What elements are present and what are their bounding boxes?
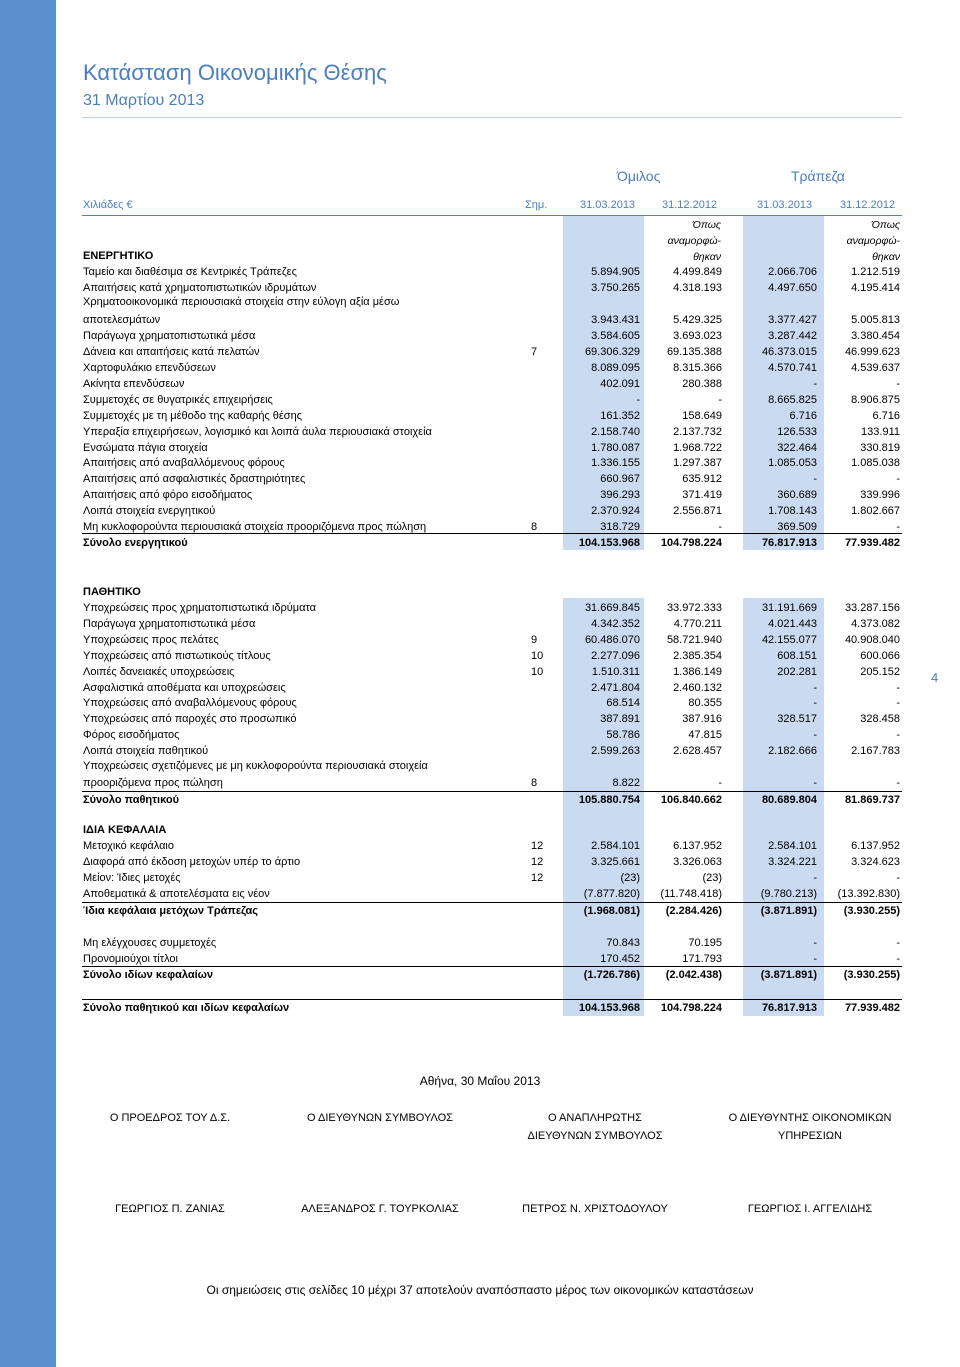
cell-c4: 5.005.813 <box>851 313 900 326</box>
row-label: Διαφορά από έκδοση μετοχών υπέρ το άρτιο <box>83 855 301 868</box>
table-row <box>83 743 901 759</box>
cell-c3: 8.665.825 <box>768 393 817 406</box>
cell-note: 7 <box>531 345 538 358</box>
cell-c2: 104.798.224 <box>660 537 722 549</box>
signatory-4-name: ΓΕΩΡΓΙΟΣ Ι. ΑΓΓΕΛΙΔΗΣ <box>747 1203 873 1215</box>
table-row <box>83 951 901 967</box>
cell-c1: 8.822 <box>612 777 640 789</box>
cell-c3: 3.324.221 <box>768 855 817 868</box>
signatory-title: Ο ΔΙΕΥΘΥΝΩΝ ΣΥΜΒΟΥΛΟΣ <box>306 1112 453 1124</box>
column-header-row <box>0 199 960 215</box>
cell-c4: 4.195.414 <box>851 281 900 294</box>
cell-c2: 6.137.952 <box>673 840 722 852</box>
row-label: Υποχρεώσεις προς πελάτες <box>83 633 219 646</box>
cell-c4: 4.539.637 <box>851 361 900 374</box>
cell-c2: - <box>718 521 722 534</box>
cell-c1: (1.968.081) <box>583 905 640 917</box>
row-label: Απαιτήσεις από ασφαλιστικές δραστηριότητες <box>83 473 306 486</box>
cell-note: 10 <box>531 665 544 678</box>
cell-c3: 80.689.804 <box>761 794 817 806</box>
cell-c1: (23) <box>620 871 640 884</box>
cell-c3: 76.817.913 <box>761 537 817 549</box>
cell-c2: (23) <box>702 871 722 884</box>
table-row <box>83 360 901 376</box>
cell-c4: 1.802.667 <box>851 505 900 518</box>
note-column-header: Σημ. <box>525 199 548 211</box>
cell-c2: 280.388 <box>682 377 722 390</box>
row-label: Λοιπά στοιχεία παθητικού <box>83 745 209 758</box>
equity-heading: ΙΔΙΑ ΚΕΦΑΛΑΙΑ <box>83 824 167 836</box>
cell-c2: 4.499.849 <box>673 266 722 278</box>
cell-c3: 31.191.669 <box>761 602 817 614</box>
row-label: Υποχρεώσεις από παροχές στο προσωπικό <box>83 713 297 726</box>
cell-note: 12 <box>531 855 544 868</box>
cell-c4: 40.908.040 <box>844 633 900 646</box>
cell-c4: 205.152 <box>860 665 900 678</box>
cell-c2: 1.386.149 <box>673 665 722 678</box>
table-row <box>83 695 901 711</box>
row-label: Ταμείο και διαθέσιμα σε Κεντρικές Τράπεζες <box>83 266 297 278</box>
table-row <box>83 455 901 471</box>
row-label: Απαιτήσεις από αναβαλλόμενους φόρους <box>83 457 285 470</box>
cell-c2: 47.815 <box>688 729 722 742</box>
cell-note: 9 <box>531 633 538 646</box>
table-row <box>83 264 901 280</box>
cell-c2: 70.195 <box>688 937 722 949</box>
table-row <box>83 312 901 328</box>
cell-c2: 3.693.023 <box>673 329 722 342</box>
cell-c1: 1.336.155 <box>591 457 640 470</box>
cell-c3: 2.584.101 <box>768 840 817 852</box>
cell-c4: (13.392.830) <box>837 887 900 900</box>
cell-c2: 2.460.132 <box>673 681 722 694</box>
cell-c1: 8.089.095 <box>591 361 640 374</box>
cell-c4: - <box>896 937 900 949</box>
cell-c2: 371.419 <box>682 489 722 502</box>
row-label: Απαιτήσεις κατά χρηματοπιστωτικών ιδρυμάτων <box>83 281 317 294</box>
cell-c1: 2.471.804 <box>591 681 640 694</box>
cell-c4: 1.212.519 <box>851 266 900 278</box>
table-row <box>83 935 901 951</box>
cell-c3: 1.708.143 <box>768 505 817 518</box>
cell-c4: (3.930.255) <box>843 905 900 917</box>
cell-c4: (3.930.255) <box>843 969 900 981</box>
table-row <box>83 440 901 456</box>
table-row <box>83 600 901 616</box>
cell-c2: 69.135.388 <box>666 345 722 358</box>
signatory-4 <box>710 1109 910 1145</box>
restated-line: Όπως <box>692 219 721 231</box>
cell-c1: 161.352 <box>600 409 640 422</box>
cell-c1: 1.780.087 <box>591 441 640 454</box>
cell-c2: 33.972.333 <box>666 602 722 614</box>
table-row <box>83 392 901 408</box>
shareholders-equity-row <box>83 903 901 919</box>
cell-c4: 2.167.783 <box>851 745 900 758</box>
cell-c4: 133.911 <box>861 425 900 438</box>
page-title: Κατάσταση Οικονομικής Θέσης <box>83 60 387 85</box>
cell-c3: 4.021.443 <box>768 617 817 630</box>
cell-c1: 660.967 <box>600 473 640 486</box>
table-row <box>83 408 901 424</box>
cell-c3: - <box>813 937 817 949</box>
signatory-title: ΔΙΕΥΘΥΝΩΝ ΣΥΜΒΟΥΛΟΣ <box>527 1130 663 1142</box>
cell-c4: 339.996 <box>860 489 900 502</box>
row-label: Σύνολο παθητικού <box>83 794 179 806</box>
row-label: Σύνολο παθητικού και ιδίων κεφαλαίων <box>83 1002 290 1014</box>
cell-c4: 33.287.156 <box>844 602 900 614</box>
cell-c4: 1.085.038 <box>851 457 900 470</box>
equity-total-row <box>83 967 901 983</box>
liabilities-heading: ΠΑΘΗΤΙΚΟ <box>83 586 141 598</box>
cell-c2: (2.284.426) <box>665 905 722 917</box>
cell-c2: 635.912 <box>682 473 722 486</box>
cell-c3: 369.509 <box>777 521 817 534</box>
cell-c1: 2.599.263 <box>591 745 640 758</box>
cell-c1: 60.486.070 <box>584 633 640 646</box>
cell-c4: - <box>896 729 900 742</box>
cell-c3: - <box>813 777 817 789</box>
table-row <box>83 886 901 902</box>
cell-c1: 3.750.265 <box>591 281 640 294</box>
cell-c4: 6.137.952 <box>851 840 900 852</box>
cell-c4: 6.716 <box>872 409 900 422</box>
assets-total-rule <box>82 533 902 534</box>
row-label: Μετοχικό κεφάλαιο <box>83 840 174 852</box>
cell-c1: 68.514 <box>606 697 640 710</box>
row-label: Ίδια κεφάλαια μετόχων Τράπεζας <box>83 905 258 917</box>
cell-c2: 8.315.366 <box>673 361 722 374</box>
signatory-3 <box>500 1109 690 1145</box>
cell-c1: 5.894.905 <box>591 266 640 278</box>
row-label: Μη κυκλοφορούντα περιουσιακά στοιχεία προοριζόμενα προς πώληση <box>83 521 427 534</box>
row-label: Παράγωγα χρηματοπιστωτικά μέσα <box>83 617 256 630</box>
cell-c4: 330.819 <box>860 441 900 454</box>
cell-c3: 3.377.427 <box>768 313 817 326</box>
cell-c3: - <box>813 729 817 742</box>
table-row <box>83 503 901 519</box>
signatory-title: Ο ΠΡΟΕΔΡΟΣ ΤΟΥ Δ.Σ. <box>109 1112 231 1124</box>
row-label: Λοιπές δανειακές υποχρεώσεις <box>83 665 235 678</box>
cell-c1: 2.158.740 <box>591 425 640 438</box>
signatory-title <box>95 1127 245 1145</box>
cell-c1: - <box>636 393 640 406</box>
cell-c3: (9.780.213) <box>760 887 817 900</box>
restated-line: θηκαν <box>693 251 721 263</box>
cell-c1: 3.325.661 <box>591 855 640 868</box>
restated-line: αναμορφώ- <box>846 235 900 247</box>
cell-c4: 8.906.875 <box>851 393 900 406</box>
signatory-title <box>285 1127 475 1145</box>
cell-c3: 322.464 <box>777 441 817 454</box>
cell-c2: 58.721.940 <box>666 633 722 646</box>
restated-line: αναμορφώ- <box>667 235 721 247</box>
row-label: Προνομιούχοι τίτλοι <box>83 952 178 965</box>
cell-c1: 58.786 <box>606 729 640 742</box>
table-row <box>83 727 901 743</box>
cell-c1: 2.584.101 <box>591 840 640 852</box>
cell-note: 8 <box>531 777 538 789</box>
cell-c1: 318.729 <box>600 521 640 534</box>
cell-c2: 80.355 <box>688 697 722 710</box>
table-row <box>83 487 901 503</box>
cell-c4: 77.939.482 <box>844 537 900 549</box>
cell-c1: 396.293 <box>600 489 640 502</box>
row-label: Υπεραξία επιχειρήσεων, λογισμικό και λοιπά άυλα περιουσιακά στοιχεία <box>83 425 432 438</box>
cell-c4: - <box>896 697 900 710</box>
cell-c4: 77.939.482 <box>844 1002 900 1014</box>
cell-c1: 402.091 <box>600 377 640 390</box>
cell-c2: 1.968.722 <box>673 441 722 454</box>
cell-c4: 4.373.082 <box>851 617 900 630</box>
row-label: Δάνεια και απαιτήσεις κατά πελατών <box>83 345 260 358</box>
cell-c3: 1.085.053 <box>768 457 817 470</box>
cell-c4: - <box>896 952 900 965</box>
cell-c3: (3.871.891) <box>760 969 817 981</box>
cell-c3: 4.570.741 <box>768 361 817 374</box>
table-row <box>83 838 901 854</box>
cell-c4: - <box>896 871 900 884</box>
cell-c1: 69.306.329 <box>584 345 640 358</box>
table-row <box>83 471 901 487</box>
cell-c3: 608.151 <box>777 649 817 662</box>
cell-c4: - <box>896 377 900 390</box>
row-label: Ασφαλιστικά αποθέματα και υποχρεώσεις <box>83 681 286 694</box>
cell-c4: - <box>896 521 900 534</box>
cell-c4: 328.458 <box>860 713 900 726</box>
row-label: Σύνολο ιδίων κεφαλαίων <box>83 969 214 981</box>
table-row <box>83 328 901 344</box>
cell-note: 8 <box>531 521 538 534</box>
signatory-3-name: ΠΕΤΡΟΣ Ν. ΧΡΙΣΤΟΔΟΥΛΟΥ <box>522 1203 668 1215</box>
row-label: Ενσώματα πάγια στοιχεία <box>83 441 208 454</box>
assets-total-row <box>83 535 901 551</box>
row-label: Υποχρεώσεις από πιστωτικούς τίτλους <box>83 649 271 662</box>
cell-c2: 1.297.387 <box>673 457 722 470</box>
group-heading: Όμιλος <box>617 168 661 184</box>
cell-c3: 6.716 <box>789 409 817 422</box>
cell-c2: 387.916 <box>682 713 722 726</box>
cell-c1: 104.153.968 <box>578 537 640 549</box>
row-label: Λοιπά στοιχεία ενεργητικού <box>83 505 216 518</box>
cell-c3: (3.871.891) <box>760 905 817 917</box>
cell-c3: 126.533 <box>777 425 817 438</box>
table-row <box>83 424 901 440</box>
cell-c3: - <box>813 377 817 390</box>
restated-line: Όπως <box>871 219 900 231</box>
signatory-2 <box>285 1109 475 1145</box>
row-label: Συμμετοχές με τη μέθοδο της καθαρής θέσης <box>83 409 303 422</box>
column-header-4: 31.12.2012 <box>840 199 896 211</box>
table-row <box>83 854 901 870</box>
cell-c2: 2.385.354 <box>673 649 722 662</box>
cell-c3: 3.287.442 <box>768 329 817 342</box>
signatory-1 <box>95 1109 245 1145</box>
cell-c3: 46.373.015 <box>761 345 817 358</box>
cell-c3: 360.689 <box>777 489 817 502</box>
bank-heading: Τράπεζα <box>791 168 845 184</box>
restated-note-bank <box>830 217 900 265</box>
cell-c1: 170.452 <box>600 952 640 965</box>
cell-c2: 2.628.457 <box>673 745 722 758</box>
liabilities-label-line <box>83 758 901 774</box>
cell-c3: - <box>813 697 817 710</box>
table-row <box>83 870 901 886</box>
row-label: Υποχρεώσεις προς χρηματοπιστωτικά ιδρύματα <box>83 602 317 614</box>
cell-c2: 4.318.193 <box>673 281 722 294</box>
cell-c4: 46.999.623 <box>844 345 900 358</box>
cell-c1: 4.342.352 <box>591 617 640 630</box>
restated-note-group <box>651 217 721 265</box>
signatory-title: ΥΠΗΡΕΣΙΩΝ <box>778 1130 842 1142</box>
cell-c3: 76.817.913 <box>761 1002 817 1014</box>
cell-c3: 4.497.650 <box>768 281 817 294</box>
cell-c3: 202.281 <box>777 665 817 678</box>
cell-c1: 3.584.605 <box>591 329 640 342</box>
cell-c1: (1.726.786) <box>583 969 640 981</box>
cell-c1: 2.370.924 <box>591 505 640 518</box>
row-label: Παράγωγα χρηματοπιστωτικά μέσα <box>83 329 256 342</box>
column-header-2: 31.12.2012 <box>662 199 718 211</box>
cell-c2: - <box>718 777 722 789</box>
cell-c3: 2.182.666 <box>768 745 817 758</box>
cell-c1: 105.880.754 <box>578 794 640 806</box>
cell-c1: 2.277.096 <box>591 649 640 662</box>
cell-c3: - <box>813 952 817 965</box>
cell-c4: 600.066 <box>860 649 900 662</box>
cell-note: 12 <box>531 840 544 852</box>
footer-note: Οι σημειώσεις στις σελίδες 10 μέχρι 37 αποτελούν αναπόσπαστο μέρος των οικονομικών καταστάσεων <box>206 1283 754 1297</box>
row-label: αποτελεσμάτων <box>83 313 161 326</box>
cell-c2: 2.137.732 <box>673 425 722 438</box>
grand-total-row <box>83 1000 901 1016</box>
assets-heading: ΕΝΕΡΓΗΤΙΚΟ <box>83 250 154 262</box>
row-label: Χρηματοοικονομικά περιουσιακά στοιχεία στην εύλογη αξία μέσω <box>83 296 400 308</box>
date-line: Αθήνα, 30 Μαΐου 2013 <box>419 1074 541 1088</box>
cell-c1: 387.891 <box>600 713 640 726</box>
row-label: προοριζόμενα προς πώληση <box>83 777 223 789</box>
cell-note: 12 <box>531 871 544 884</box>
row-label: Απαιτήσεις από φόρο εισοδήματος <box>83 489 253 502</box>
row-label: Φόρος εισοδήματος <box>83 729 180 742</box>
cell-c1: 104.153.968 <box>578 1002 640 1014</box>
cell-c3: - <box>813 871 817 884</box>
cell-note: 10 <box>531 649 544 662</box>
cell-c1: (7.877.820) <box>583 887 640 900</box>
cell-c1: 3.943.431 <box>591 313 640 326</box>
cell-c4: - <box>896 473 900 486</box>
row-label: Υποχρεώσεις σχετιζόμενες με μη κυκλοφορούντα περιουσιακά στοιχεία <box>83 760 428 772</box>
cell-c2: 171.793 <box>682 952 722 965</box>
cell-c1: 31.669.845 <box>584 602 640 614</box>
table-row <box>83 680 901 696</box>
row-label: Συμμετοχές σε θυγατρικές επιχειρήσεις <box>83 393 273 406</box>
table-row <box>83 775 901 791</box>
signatory-1-name: ΓΕΩΡΓΙΟΣ Π. ΖΑΝΙΑΣ <box>115 1203 225 1215</box>
cell-c3: - <box>813 473 817 486</box>
page-number: 4 <box>931 670 939 685</box>
table-row <box>83 664 901 680</box>
row-label: Αποθεματικά & αποτελέσματα εις νέον <box>83 887 270 900</box>
cell-c3: 2.066.706 <box>768 266 817 278</box>
table-row <box>83 711 901 727</box>
assets-label-line <box>83 294 901 310</box>
cell-c4: 3.324.623 <box>851 855 900 868</box>
cell-c1: 1.510.311 <box>591 665 640 678</box>
table-row <box>83 376 901 392</box>
row-label: Υποχρεώσεις από αναβαλλόμενους φόρους <box>83 697 297 710</box>
cell-c2: (2.042.438) <box>665 969 722 981</box>
signatory-2-name: ΑΛΕΞΑΝΔΡΟΣ Γ. ΤΟΥΡΚΟΛΙΑΣ <box>301 1203 459 1215</box>
cell-c2: 2.556.871 <box>673 505 722 518</box>
cell-c1: 70.843 <box>606 937 640 949</box>
cell-c3: 42.155.077 <box>761 633 817 646</box>
column-header-1: 31.03.2013 <box>580 199 636 211</box>
cell-c4: - <box>896 777 900 789</box>
cell-c2: - <box>718 393 722 406</box>
cell-c2: 104.798.224 <box>660 1002 722 1014</box>
restated-line: θηκαν <box>872 251 900 263</box>
table-row <box>83 344 901 360</box>
cell-c3: - <box>813 681 817 694</box>
table-row <box>83 648 901 664</box>
currency-label: Χιλιάδες € <box>83 199 133 211</box>
cell-c2: 5.429.325 <box>673 313 722 326</box>
column-header-3: 31.03.2013 <box>757 199 813 211</box>
row-label: Σύνολο ενεργητικού <box>83 537 188 549</box>
cell-c2: 4.770.211 <box>673 617 722 630</box>
table-row <box>83 616 901 632</box>
cell-c4: 81.869.737 <box>844 794 900 806</box>
table-row <box>83 632 901 648</box>
cell-c2: 3.326.063 <box>673 855 722 868</box>
cell-c4: 3.380.454 <box>851 329 900 342</box>
row-label: Χαρτοφυλάκιο επενδύσεων <box>83 361 216 374</box>
liabilities-total-row <box>83 792 901 808</box>
cell-c2: 106.840.662 <box>660 794 722 806</box>
page-subtitle: 31 Μαρτίου 2013 <box>83 92 205 109</box>
title-divider <box>82 117 902 118</box>
cell-c3: 328.517 <box>777 713 817 726</box>
signatory-title: Ο ΑΝΑΠΛΗΡΩΤΗΣ <box>548 1112 642 1124</box>
cell-c2: 158.649 <box>682 409 722 422</box>
cell-c4: - <box>896 681 900 694</box>
row-label: Μείον: Ίδιες μετοχές <box>83 871 181 884</box>
signatory-title: Ο ΔΙΕΥΘΥΝΤΗΣ ΟΙΚΟΝΟΜΙΚΩΝ <box>728 1112 892 1124</box>
row-label: Μη ελέγχουσες συμμετοχές <box>83 937 217 949</box>
cell-c2: (11.748.418) <box>660 887 722 900</box>
row-label: Ακίνητα επενδύσεων <box>83 377 185 390</box>
